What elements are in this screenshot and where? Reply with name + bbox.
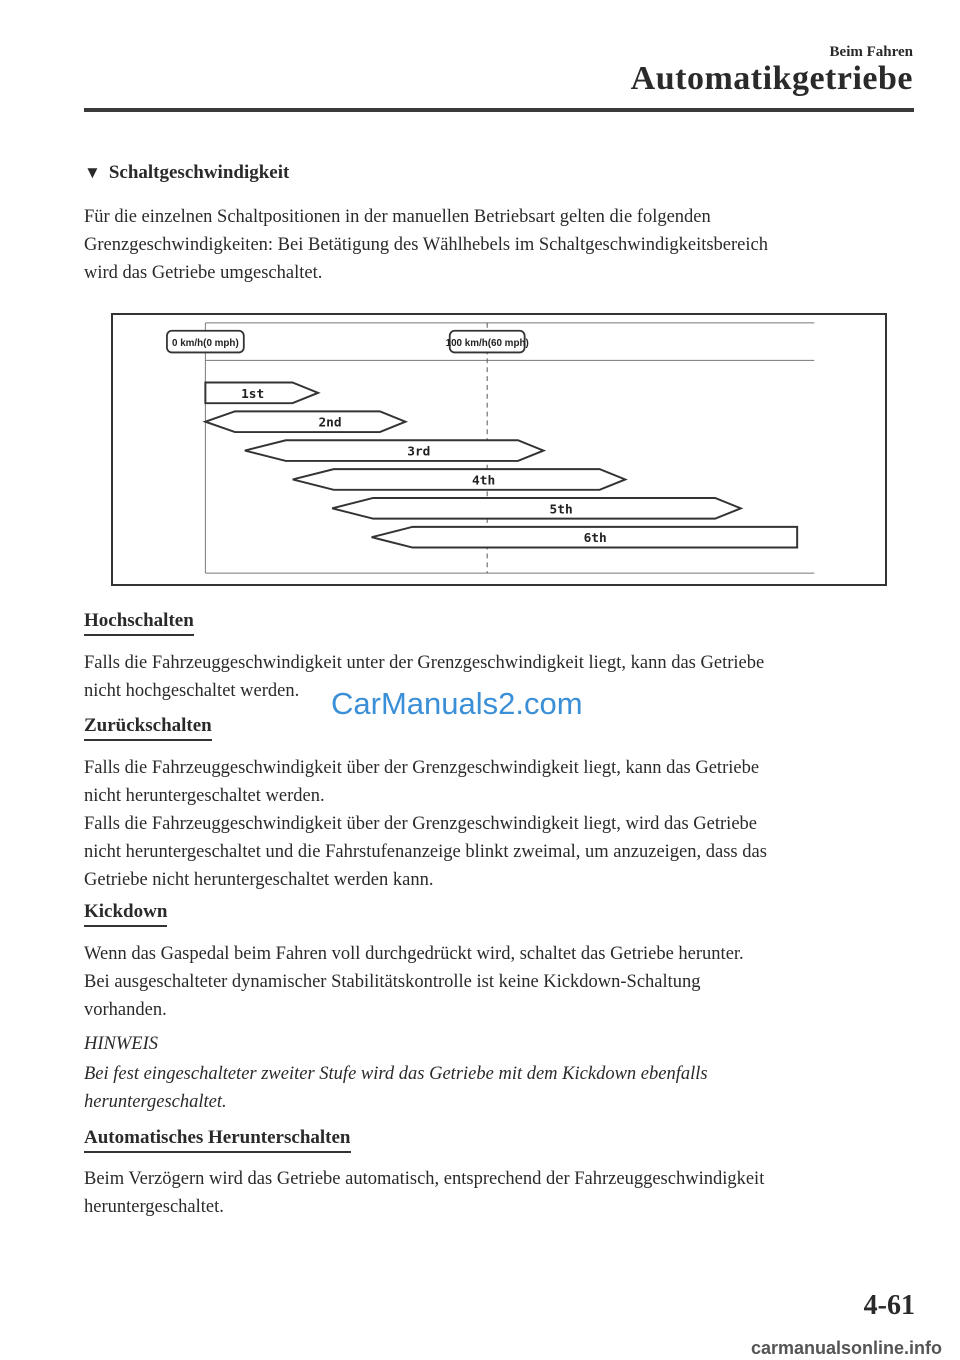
gear-range-bar <box>293 469 626 490</box>
kickdown-paragraph <box>84 940 919 1024</box>
gear-label: 2nd <box>318 415 342 431</box>
auto-down-line: heruntergeschaltet. <box>84 1197 224 1217</box>
footer-url: carmanualsonline.info <box>750 1338 942 1358</box>
note-line: Bei fest eingeschalteter zweiter Stufe wird das Getriebe mit dem Kickdown ebenfalls <box>84 1064 708 1084</box>
intro-line: Für die einzelnen Schaltpositionen in der manuellen Betriebsart gelten die folgenden <box>84 207 711 227</box>
zurueckschalten-paragraph <box>84 754 919 894</box>
shift-speed-svg <box>113 315 885 584</box>
intro-line: wird das Getriebe umgeschaltet. <box>84 263 323 283</box>
gear-range-bar <box>332 498 741 519</box>
zurueckschalten-line: Falls die Fahrzeuggeschwindigkeit über der Grenzgeschwindigkeit liegt, kann das Getriebe <box>84 758 760 778</box>
shift-speed-diagram <box>111 313 887 586</box>
hochschalten-line: Falls die Fahrzeuggeschwindigkeit unter der Grenzgeschwindigkeit liegt, kann das Getriebe <box>84 653 765 673</box>
kickdown-line: vorhanden. <box>84 1000 167 1020</box>
heading-hochschalten: Hochschalten <box>84 610 194 636</box>
heading-auto-down: Automatisches Herunterschalten <box>84 1127 351 1153</box>
auto-down-paragraph <box>84 1165 919 1221</box>
gear-label: 3rd <box>407 444 431 460</box>
auto-down-line: Beim Verzögern wird das Getriebe automatisch, entsprechend der Fahrzeuggeschwindigkeit <box>84 1169 765 1189</box>
note-line: heruntergeschaltet. <box>84 1092 227 1112</box>
gear-label: 1st <box>241 386 265 402</box>
gear-label: 6th <box>583 531 607 547</box>
gear-range-bar <box>245 440 544 461</box>
gear-label: 5th <box>549 502 573 518</box>
zurueckschalten-line: nicht heruntergeschaltet werden. <box>84 786 325 806</box>
triangle-down-icon: ▼ <box>84 163 101 182</box>
header-rule <box>84 108 914 112</box>
note-text <box>84 1060 919 1116</box>
kickdown-line: Bei ausgeschalteter dynamischer Stabilitätskontrolle ist keine Kickdown-Schaltung <box>84 972 701 992</box>
intro-paragraph <box>84 203 919 287</box>
speed-marker-label: 100 km/h(60 mph) <box>445 338 529 350</box>
zurueckschalten-line: Getriebe nicht heruntergeschaltet werden kann. <box>84 870 434 890</box>
heading-zurueckschalten: Zurückschalten <box>84 715 212 741</box>
kickdown-line: Wenn das Gaspedal beim Fahren voll durchgedrückt wird, schaltet das Getriebe herunter. <box>84 944 744 964</box>
section-title-text: Schaltgeschwindigkeit <box>108 162 290 183</box>
gear-label: 4th <box>472 473 496 489</box>
page-title: Automatikgetriebe <box>630 60 913 97</box>
note-label: HINWEIS <box>84 1034 158 1054</box>
zurueckschalten-line: nicht heruntergeschaltet und die Fahrstufenanzeige blinkt zweimal, um anzuzeigen, dass das <box>84 842 767 862</box>
page-number: 4-61 <box>863 1290 915 1321</box>
header-section: Beim Fahren <box>829 44 913 60</box>
zurueckschalten-line: Falls die Fahrzeuggeschwindigkeit über der Grenzgeschwindigkeit liegt, wird das Getriebe <box>84 814 757 834</box>
speed-marker-label: 0 km/h(0 mph) <box>171 338 239 350</box>
gear-range-bar <box>205 411 405 432</box>
section-title <box>84 162 289 184</box>
heading-kickdown: Kickdown <box>84 901 167 927</box>
intro-line: Grenzgeschwindigkeiten: Bei Betätigung des Wählhebels im Schaltgeschwindigkeitsbereich <box>84 235 768 255</box>
hochschalten-line: nicht hochgeschaltet werden. <box>84 681 300 701</box>
watermark: CarManuals2.com <box>331 686 583 721</box>
